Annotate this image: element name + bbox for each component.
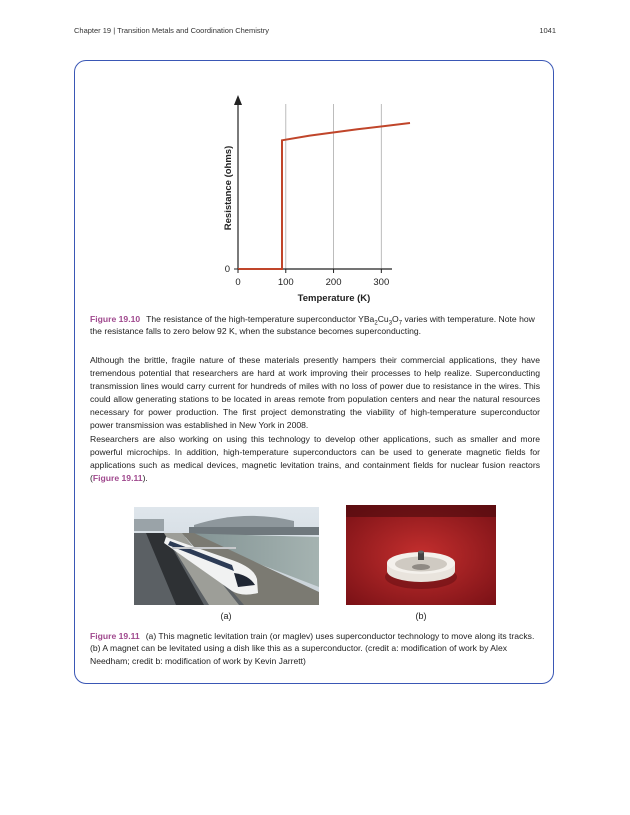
chart-series <box>238 123 410 269</box>
paragraph-text: Researchers are also working on using this technology to develop other applications, such as smaller and more powerful microchips. In addition, high-temperature superconductors can be used to generate magnetic fields for applications such as medical devices, magnetic levitation trains, and containment fields for nuclear fusion reactors ( <box>90 434 540 483</box>
figure-label: Figure 19.10 <box>90 314 141 324</box>
maglev-train-photo <box>134 507 319 605</box>
resistance-curve <box>238 123 410 269</box>
caption-text: The resistance of the high-temperature superconductor YBa <box>146 314 375 324</box>
x-tick-label: 0 <box>235 277 241 288</box>
body-paragraph <box>90 433 540 485</box>
figure-19-10-caption <box>90 313 540 338</box>
figure-label: Figure 19.11 <box>90 631 140 641</box>
chart-ticks <box>225 264 390 288</box>
x-tick-label: 100 <box>277 277 294 288</box>
y-axis-arrow <box>234 95 242 105</box>
caption-text: (a) This magnetic levitation train (or maglev) uses superconductor technology to move along its tracks. (b) A magnet can be levitated using a dish like this as a superconductor. (credit a: modification of work by Alex Needham; credit b: modification of work by Kevin Jarrett) <box>90 631 535 666</box>
subscript: 7 <box>398 320 403 327</box>
figure-19-11-caption <box>90 630 540 667</box>
y-tick-label: 0 <box>224 264 230 275</box>
x-axis-label: Temperature (K) <box>297 293 371 304</box>
figure-reference-link[interactable]: Figure 19.11 <box>92 473 143 483</box>
caption-text: Cu <box>377 314 389 324</box>
body-paragraph: Although the brittle, fragile nature of these materials presently hampers their commercial applications, they have tremendous potential that researchers are hard at work improving their processes to help realize. Superconducting transmission lines would carry current for hundreds of miles with no loss of power due to resistance in the wires. This could allow generating stations to be located in areas remote from population centers and near the natural resources necessary for power production. The first project demonstrating the viability of high-temperature superconductor power transmission was established in New York in 2008. <box>90 355 540 430</box>
caption-text: O <box>392 314 399 324</box>
subfigure-label-b: (b) <box>415 611 427 621</box>
caption-text: varies with temperature. Note how the resistance falls to zero below 92 K, when the substance becomes superconducting. <box>90 314 535 337</box>
subscript: 3 <box>388 320 393 327</box>
subscript: 2 <box>374 320 378 327</box>
chapter-title: Chapter 19 | Transition Metals and Coordination Chemistry <box>74 26 269 35</box>
x-tick-label: 300 <box>373 277 390 288</box>
chart-axes <box>234 95 392 269</box>
levitating-magnet-photo <box>346 505 496 605</box>
page-number: 1041 <box>539 26 556 35</box>
x-tick-label: 200 <box>325 277 342 288</box>
y-axis-label: Resistance (ohms) <box>223 145 234 231</box>
resistance-temperature-chart <box>0 0 630 320</box>
paragraph-text: ). <box>142 473 148 483</box>
subfigure-label-a: (a) <box>220 611 232 621</box>
